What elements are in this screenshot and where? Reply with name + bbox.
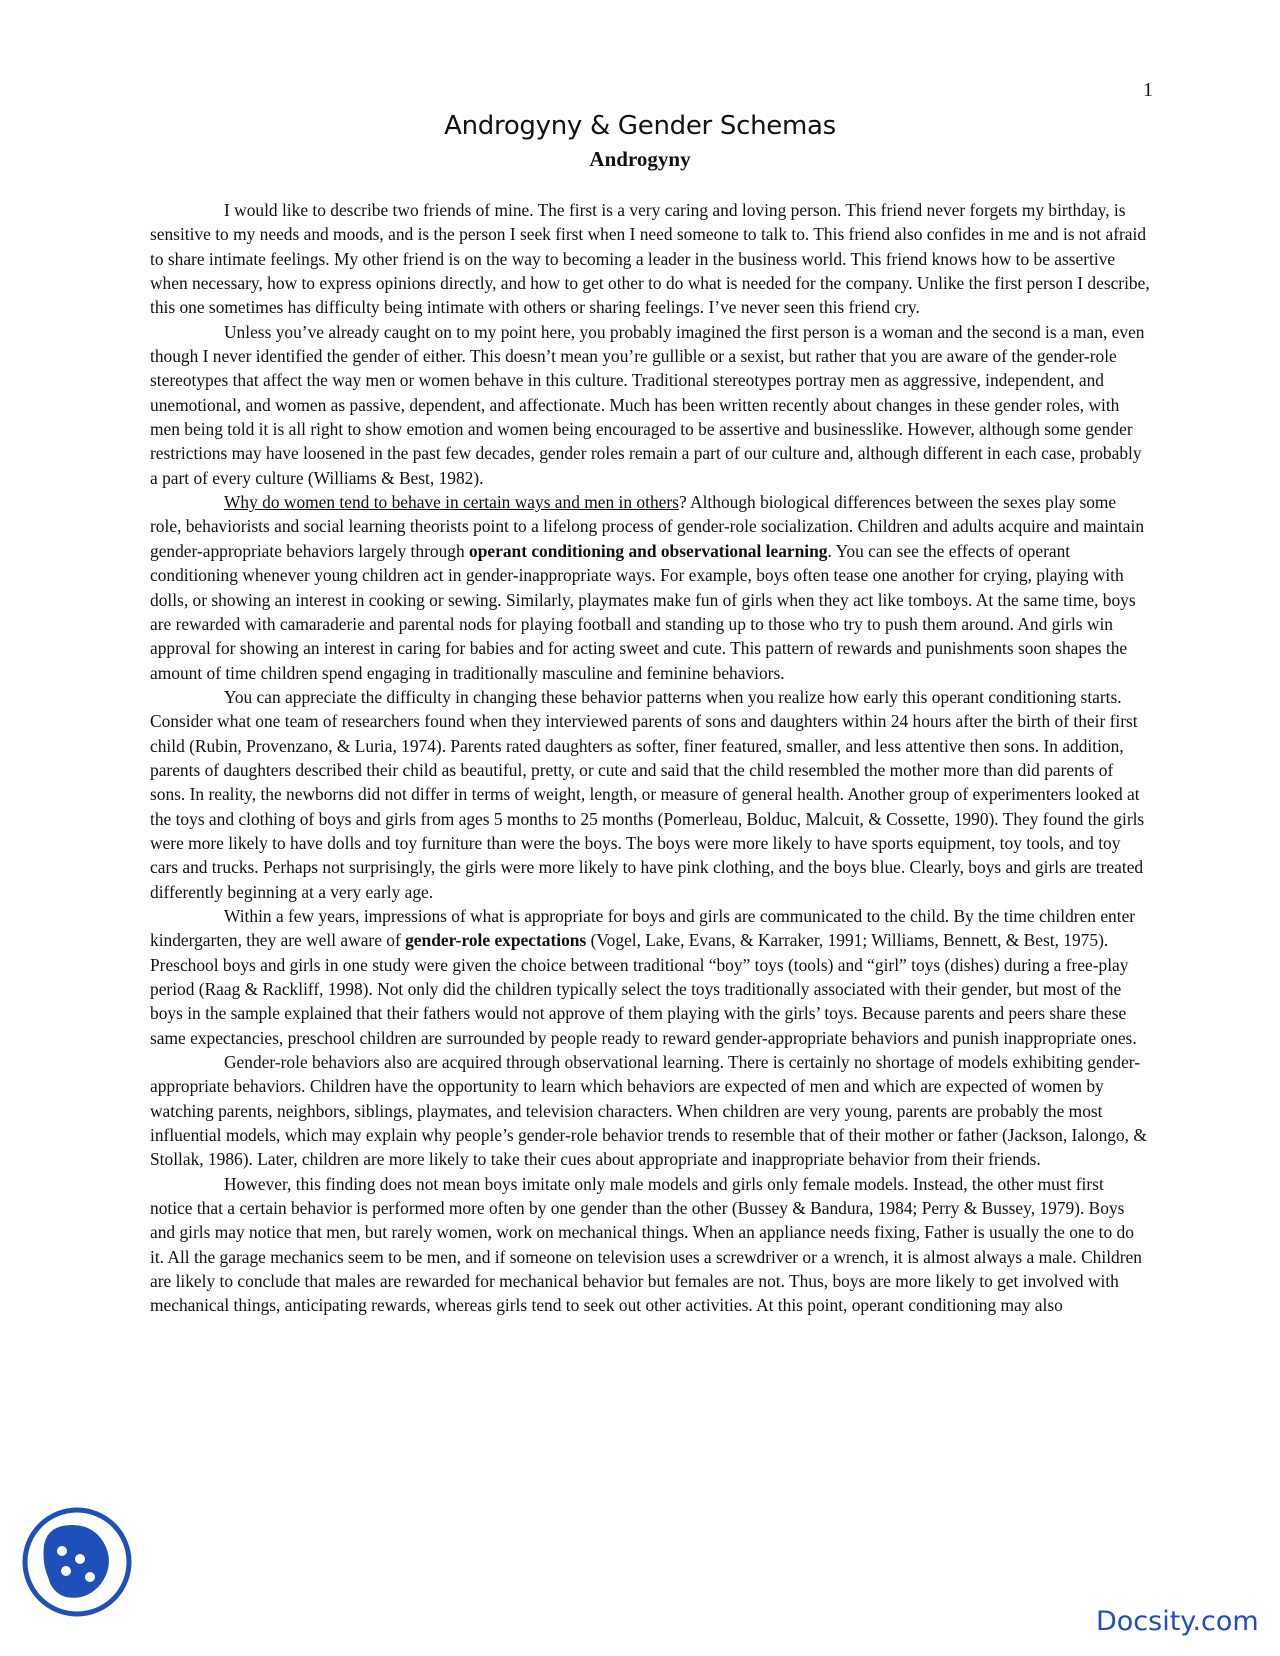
paragraph-3-text-a: ? Although biological differences between the sexes play some role, behaviorists and social learning theorists point to a lifelong process of gender-role socialization. Children and adults acquire and maintain gender-appropriate behaviors largely through [150, 492, 1145, 561]
paragraph-2: Unless you’ve already caught on to my point here, you probably imagined the first person is a woman and the second is a man, even though I never identified the gender of either. This doesn’t mean you’re gullible or a sexist, but rather that you are aware of the gender-role stereotypes that affect the way men or women behave in this culture. Traditional stereotypes portray men as aggressive, independent, and unemotional, and women as passive, dependent, and affectionate. Much has been written recently about changes in these gender roles, with men being told it is all right to show emotion and women being encouraged to be assertive and businesslike. However, although some gender restrictions may have loosened in the past few decades, gender roles remain a part of our culture and, although different in each case, probably a part of every culture (Williams & Best, 1982). [150, 321, 1145, 488]
page-number: 1 [1143, 79, 1153, 101]
paragraph-5-text-b: (Vogel, Lake, Evans, & Karraker, 1991; Williams, Bennett, & Best, 1975). Preschool boys and girls in one study were given the choice between traditional “boy” toys (tools) and “girl” toys (dishes) during a free-play period (Raag & Rackliff, 1998). Not only did the children typically select the toys traditionally associated with their gender, but most of the boys in the sample explained that their fathers would not approve of them playing with the girls’ toys. Because parents and peers share these same expectancies, preschool children are surrounded by people ready to reward gender-appropriate behaviors and punish inappropriate ones. [150, 930, 1137, 1048]
bold-term-expectations: gender-role expectations [405, 930, 587, 951]
document-body [150, 198, 1150, 1318]
paragraph-1: I would like to describe two friends of mine. The first is a very caring and loving person. This friend never forgets my birthday, is sensitive to my needs and moods, and is the person I seek first when I need someone to talk to. This friend also confides in me and is not afraid to share intimate feelings. My other friend is on the way to becoming a leader in the business world. This friend knows how to be assertive when necessary, how to express opinions directly, and how to get other to do what is needed for the company. Unlike the first person I describe, this one sometimes has difficulty being intimate with others or sharing feelings. I’ve never seen this friend cry. [150, 200, 1150, 318]
underlined-question: Why do women tend to behave in certain ways and men in others [224, 492, 679, 513]
docsity-logo-icon[interactable] [22, 1507, 132, 1617]
docsity-watermark[interactable]: Docsity.com [1096, 1606, 1259, 1637]
paragraph-7: However, this finding does not mean boys imitate only male models and girls only female models. Instead, the other must first notice that a certain behavior is performed more often by one gender than the other (Bussey & Bandura, 1984; Perry & Bussey, 1979). Boys and girls may notice that men, but rarely women, work on mechanical things. When an appliance needs fixing, Father is usually the one to do it. All the garage mechanics seem to be men, and if someone on television uses a screwdriver or a wrench, it is almost always a male. Children are likely to conclude that males are rewarded for mechanical behavior but females are not. Thus, boys are more likely to get involved with mechanical things, anticipating rewards, whereas girls tend to seek out other activities. At this point, operant conditioning may also [150, 1173, 1142, 1316]
document-title: Androgyny & Gender Schemas [444, 111, 836, 141]
paragraph-5-text-a: Within a few years, impressions of what is appropriate for boys and girls are communicated to the child. By the time children enter kindergarten, they are well aware of [150, 905, 1136, 951]
bold-term-operant: operant conditioning and observational learning [469, 540, 828, 561]
paragraph-6: Gender-role behaviors also are acquired through observational learning. There is certainly no shortage of models exhibiting gender-appropriate behaviors. Children have the opportunity to learn which behaviors are expected of men and which are expected of women by watching parents, neighbors, siblings, playmates, and television characters. When children are very young, parents are probably the most influential models, which may explain why people’s gender-role behavior trends to resemble that of their mother or father (Jackson, Ialongo, & Stollak, 1986). Later, children are more likely to take their cues about appropriate and inappropriate behavior from their friends. [150, 1052, 1147, 1170]
document-subtitle: Androgyny [589, 147, 691, 171]
paragraph-3 [150, 490, 1150, 685]
paragraph-5 [150, 904, 1150, 1050]
paragraph-4: You can appreciate the difficulty in changing these behavior patterns when you realize how early this operant conditioning starts. Consider what one team of researchers found when they interviewed parents of sons and daughters within 24 hours after the birth of their first child (Rubin, Provenzano, & Luria, 1974). Parents rated daughters as softer, finer featured, smaller, and less attentive then sons. In addition, parents of daughters described their child as beautiful, pretty, or cute and said that the child resembled the mother more than did parents of sons. In reality, the newborns did not differ in terms of weight, length, or measure of general health. Another group of experimenters looked at the toys and clothing of boys and girls from ages 5 months to 25 months (Pomerleau, Bolduc, Malcuit, & Cossette, 1990). They found the girls were more likely to have dolls and toy furniture than were the boys. The boys were more likely to have sports equipment, toy tools, and toy cars and trucks. Perhaps not surprisingly, the girls were more likely to have pink clothing, and the boys blue. Clearly, boys and girls are treated differently beginning at a very early age. [150, 686, 1145, 902]
paragraph-3-text-b: . You can see the effects of operant conditioning whenever young children act in gender-inappropriate ways. For example, boys often tease one another for crying, playing with dolls, or showing an interest in cooking or sewing. Similarly, playmates make fun of girls when they act like tomboys. At the same time, boys are rewarded with camaraderie and parental nods for playing football and standing up to those who try to push them around. And girls win approval for showing an interest in caring for babies and for acting sweet and cute. This pattern of rewards and punishments soon shapes the amount of time children spend engaging in traditionally masculine and feminine behaviors. [150, 540, 1136, 683]
